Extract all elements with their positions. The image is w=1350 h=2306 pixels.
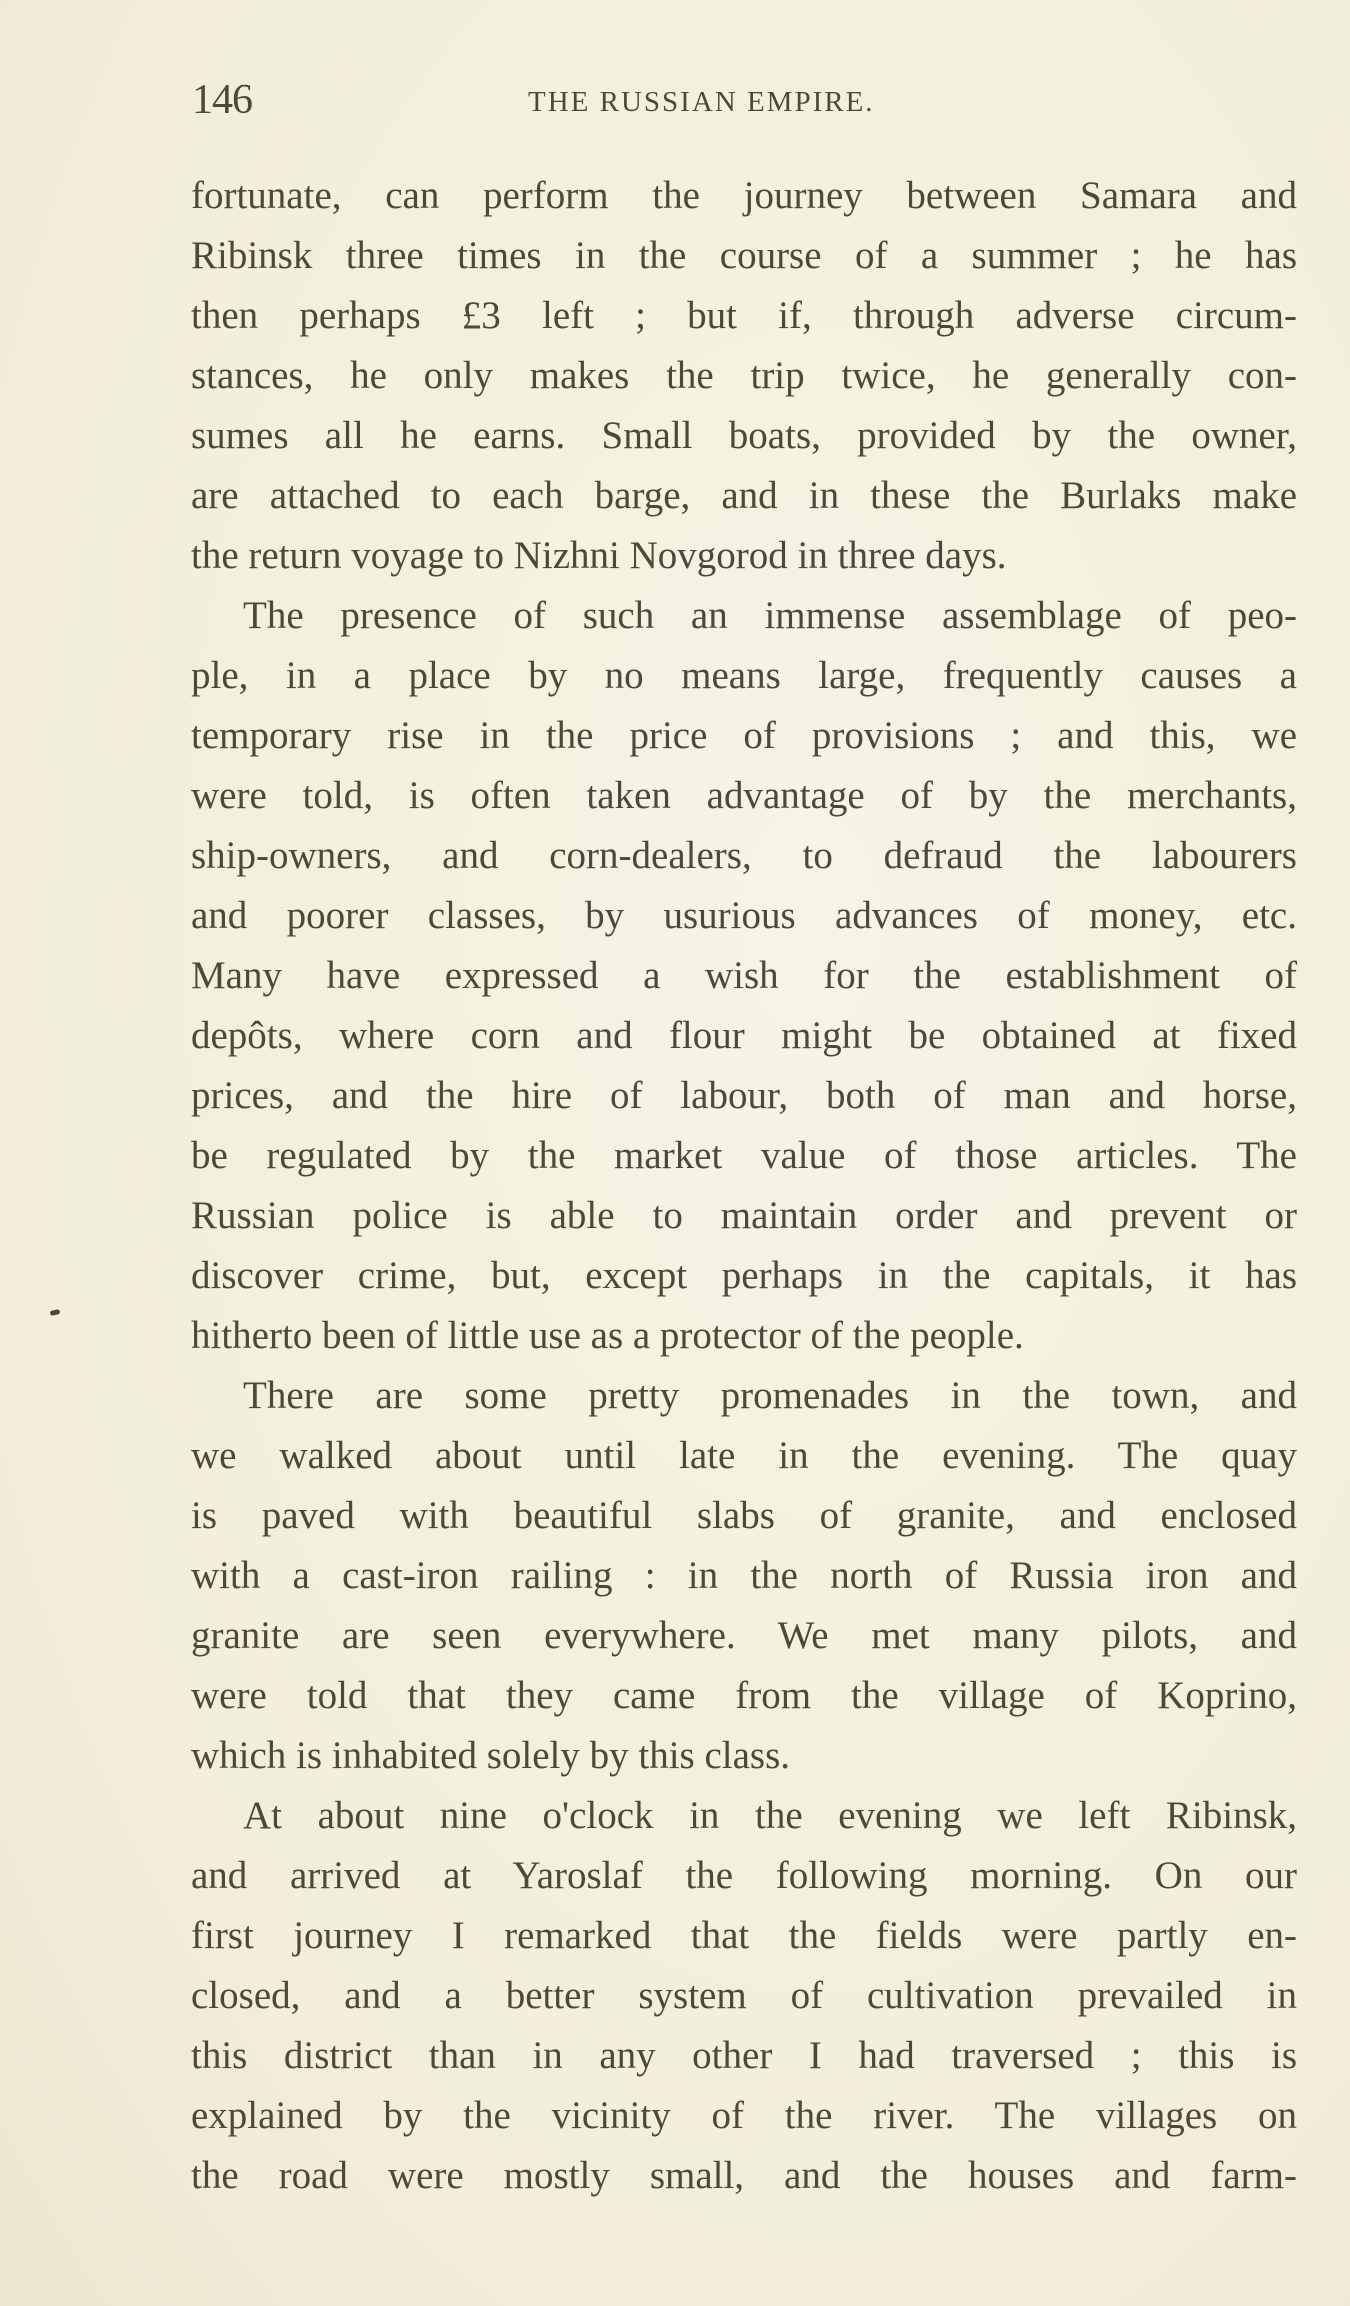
text-line: closed, and a better system of cultivation prevailed in [191,1974,1297,2017]
page-number: 146 [192,77,252,123]
text-line: the road were mostly small, and the houses and farm- [191,2154,1297,2197]
text-line: sumes all he earns. Small boats, provided by the owner, [191,414,1297,457]
text-line: At about nine o'clock in the evening we left Ribinsk, [243,1794,1297,1837]
text-line: There are some pretty promenades in the town, and [243,1374,1297,1417]
text-line: are attached to each barge, and in these the Burlaks make [191,474,1297,517]
text-line: granite are seen everywhere. We met many pilots, and [191,1614,1297,1657]
margin-mark [50,1309,61,1316]
text-line: with a cast-iron railing : in the north of Russia iron and [191,1554,1297,1597]
text-line: is paved with beautiful slabs of granite, and enclosed [191,1494,1297,1537]
text-line: Russian police is able to maintain order and prevent or [191,1194,1297,1237]
text-line: explained by the vicinity of the river. The villages on [191,2094,1297,2137]
text-line: The presence of such an immense assemblage of peo- [243,594,1297,637]
text-line: ple, in a place by no means large, frequently causes a [191,654,1297,697]
text-line: this district than in any other I had traversed ; this is [191,2034,1297,2077]
text-line: Many have expressed a wish for the establishment of [191,954,1297,997]
text-line: first journey I remarked that the fields were partly en- [191,1914,1297,1957]
text-line: we walked about until late in the evening. The quay [191,1434,1297,1477]
text-line: hitherto been of little use as a protector of the people. [191,1314,1024,1357]
text-line: and poorer classes, by usurious advances of money, etc. [191,894,1297,937]
text-line: then perhaps £3 left ; but if, through adverse circum- [191,294,1297,337]
text-line: ship-owners, and corn-dealers, to defraud the labourers [191,834,1297,877]
text-line: which is inhabited solely by this class. [191,1734,791,1777]
text-line: were told that they came from the village of Koprino, [191,1674,1297,1717]
text-line: and arrived at Yaroslaf the following morning. On our [191,1854,1297,1897]
text-line: Ribinsk three times in the course of a summer ; he has [191,234,1297,277]
text-line: the return voyage to Nizhni Novgorod in three days. [191,534,1007,577]
text-line: fortunate, can perform the journey between Samara and [191,174,1297,217]
text-line: be regulated by the market value of those articles. The [191,1134,1297,1177]
text-line: discover crime, but, except perhaps in the capitals, it has [191,1254,1297,1297]
text-line: prices, and the hire of labour, both of man and horse, [191,1074,1297,1117]
text-line: depôts, where corn and flour might be obtained at fixed [191,1014,1297,1057]
running-title: THE RUSSIAN EMPIRE. [528,86,875,118]
text-line: stances, he only makes the trip twice, he generally con- [191,354,1297,397]
text-line: were told, is often taken advantage of by the merchants, [191,774,1297,817]
text-line: temporary rise in the price of provisions ; and this, we [191,714,1297,757]
